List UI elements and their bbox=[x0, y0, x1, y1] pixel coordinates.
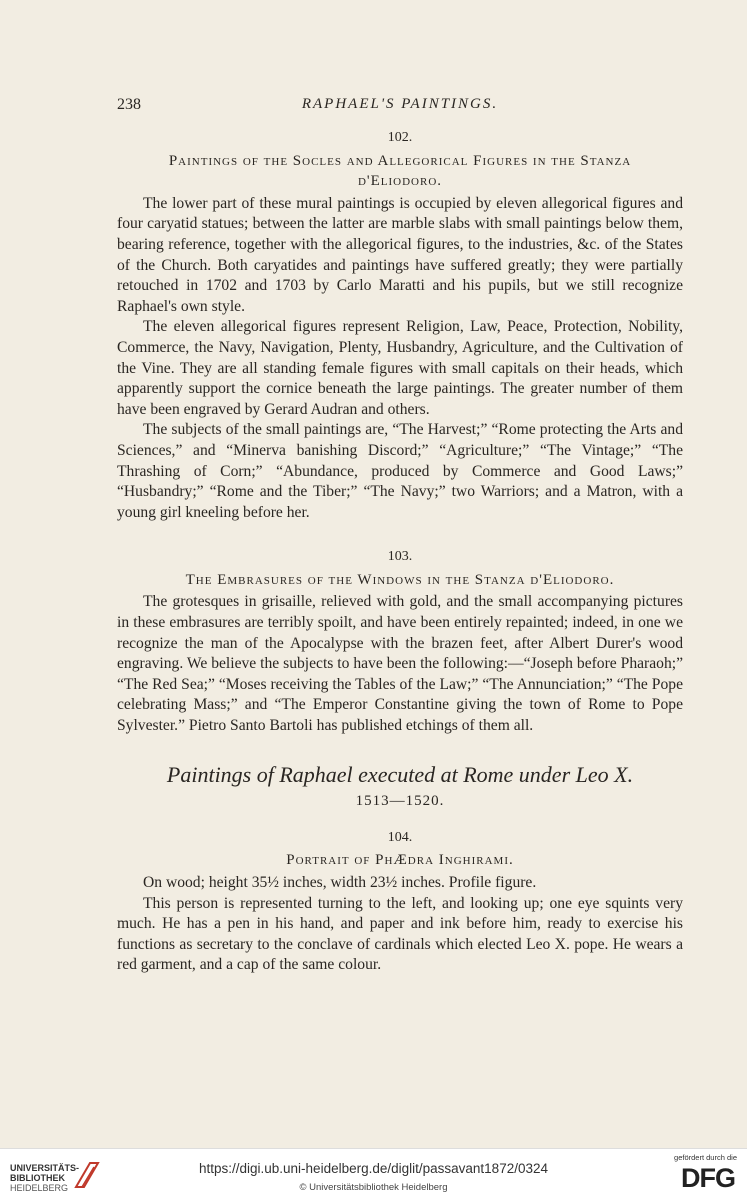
permalink-url[interactable]: https://digi.ub.uni-heidelberg.de/diglit/passavant1872/0324 bbox=[198, 1161, 548, 1176]
section-title-continued: d'Eliodoro. bbox=[357, 173, 443, 190]
section-104 bbox=[117, 828, 683, 976]
paragraph: The subjects of the small paintings are, “The Harvest;” “Rome protecting the Arts and Sciences,” and “Minerva banishing Discord;” “Agriculture;” “The Vintage;” “The Thrashing of Corn;” “Abundance, produced by Commerce and Good Laws;” “Husbandry;” “Rome and the Tiber;” “The Navy;” two Warriors; and a Matron, with a young girl kneeling before her. bbox=[117, 421, 683, 521]
copyright-notice: © Universitätsbibliothek Heidelberg bbox=[299, 1182, 448, 1193]
paragraph: The grotesques in grisaille, relieved with gold, and the small accompanying pictures in these embrasures are terribly spoilt, and have been entirely repainted; indeed, in one we recognize the man of the Apocalypse with the brazen feet, after Albert Durer's wood engraving. We believe the subjects to have been the following:—“Joseph before Pharaoh;” “The Red Sea;” “Moses receiving the Tables of the Law;” “The Annunciation;” “The Pope celebrating Mass;” and “The Emperor Constantine giving the town of Rome to Pope Sylvester.” Pietro Santo Bartoli has published etchings of them all. bbox=[117, 593, 683, 735]
body-text bbox=[117, 128, 683, 976]
funding-note: gefördert durch die bbox=[674, 1153, 737, 1162]
part-heading: Paintings of Raphael executed at Rome under Leo X. bbox=[166, 761, 634, 787]
section-title: Paintings of the Socles and Allegorical Figures in the Stanza bbox=[168, 152, 632, 169]
dfg-logo[interactable]: DFG bbox=[681, 1163, 735, 1193]
paragraph: This person is represented turning to the left, and looking up; one eye squints very much. He has a pen in his hand, and paper and ink before him, ready to exercise his functions as secretary to the conclave of cardinals which elected Leo X. pope. He wears a red garment, and a cap of the same colour. bbox=[117, 894, 683, 974]
library-name-line2: BIBLIOTHEK bbox=[10, 1173, 65, 1183]
viewer-footer bbox=[0, 1148, 747, 1202]
page-header bbox=[117, 96, 683, 118]
library-name-line1: UNIVERSITÄTS- bbox=[10, 1163, 80, 1173]
part-years: 1513—1520. bbox=[355, 793, 445, 810]
paragraph: On wood; height 35½ inches, width 23½ inches. Profile figure. bbox=[143, 874, 537, 891]
paragraph: The lower part of these mural paintings is occupied by eleven allegorical figures and four caryatid statues; between the latter are marble slabs with small paintings below them, bearing reference, together with the allegorical figures, to the industries, &c. of the States of the Church. Both caryatides and paintings have suffered greatly; they were partially retouched in 1702 and 1703 by Carlo Maratti and his pupils, but we still recognize Raphael's own style. bbox=[117, 194, 683, 315]
section-title: The Embrasures of the Windows in the Stanza d'Eliodoro. bbox=[185, 571, 615, 588]
section-103 bbox=[117, 547, 683, 736]
section-title: Portrait of PhÆdra Inghirami. bbox=[286, 852, 514, 869]
library-name-line3: HEIDELBERG bbox=[10, 1183, 69, 1193]
page-number: 238 bbox=[117, 96, 141, 113]
running-title: RAPHAEL'S PAINTINGS. bbox=[301, 96, 499, 112]
section-number: 104. bbox=[387, 829, 413, 845]
section-number: 103. bbox=[387, 549, 413, 565]
paragraph: The eleven allegorical figures represent Religion, Law, Peace, Protection, Nobility, Commerce, the Navy, Navigation, Plenty, Husbandry, Agriculture, and the Cultivation of the Vine. They are all standing female figures with small capitals on their heads, which apparently support the cornice beneath the large paintings. The greater number of them have been engraved by Gerard Audran and others. bbox=[117, 318, 683, 418]
section-102 bbox=[117, 128, 683, 523]
section-number: 102. bbox=[387, 130, 413, 145]
